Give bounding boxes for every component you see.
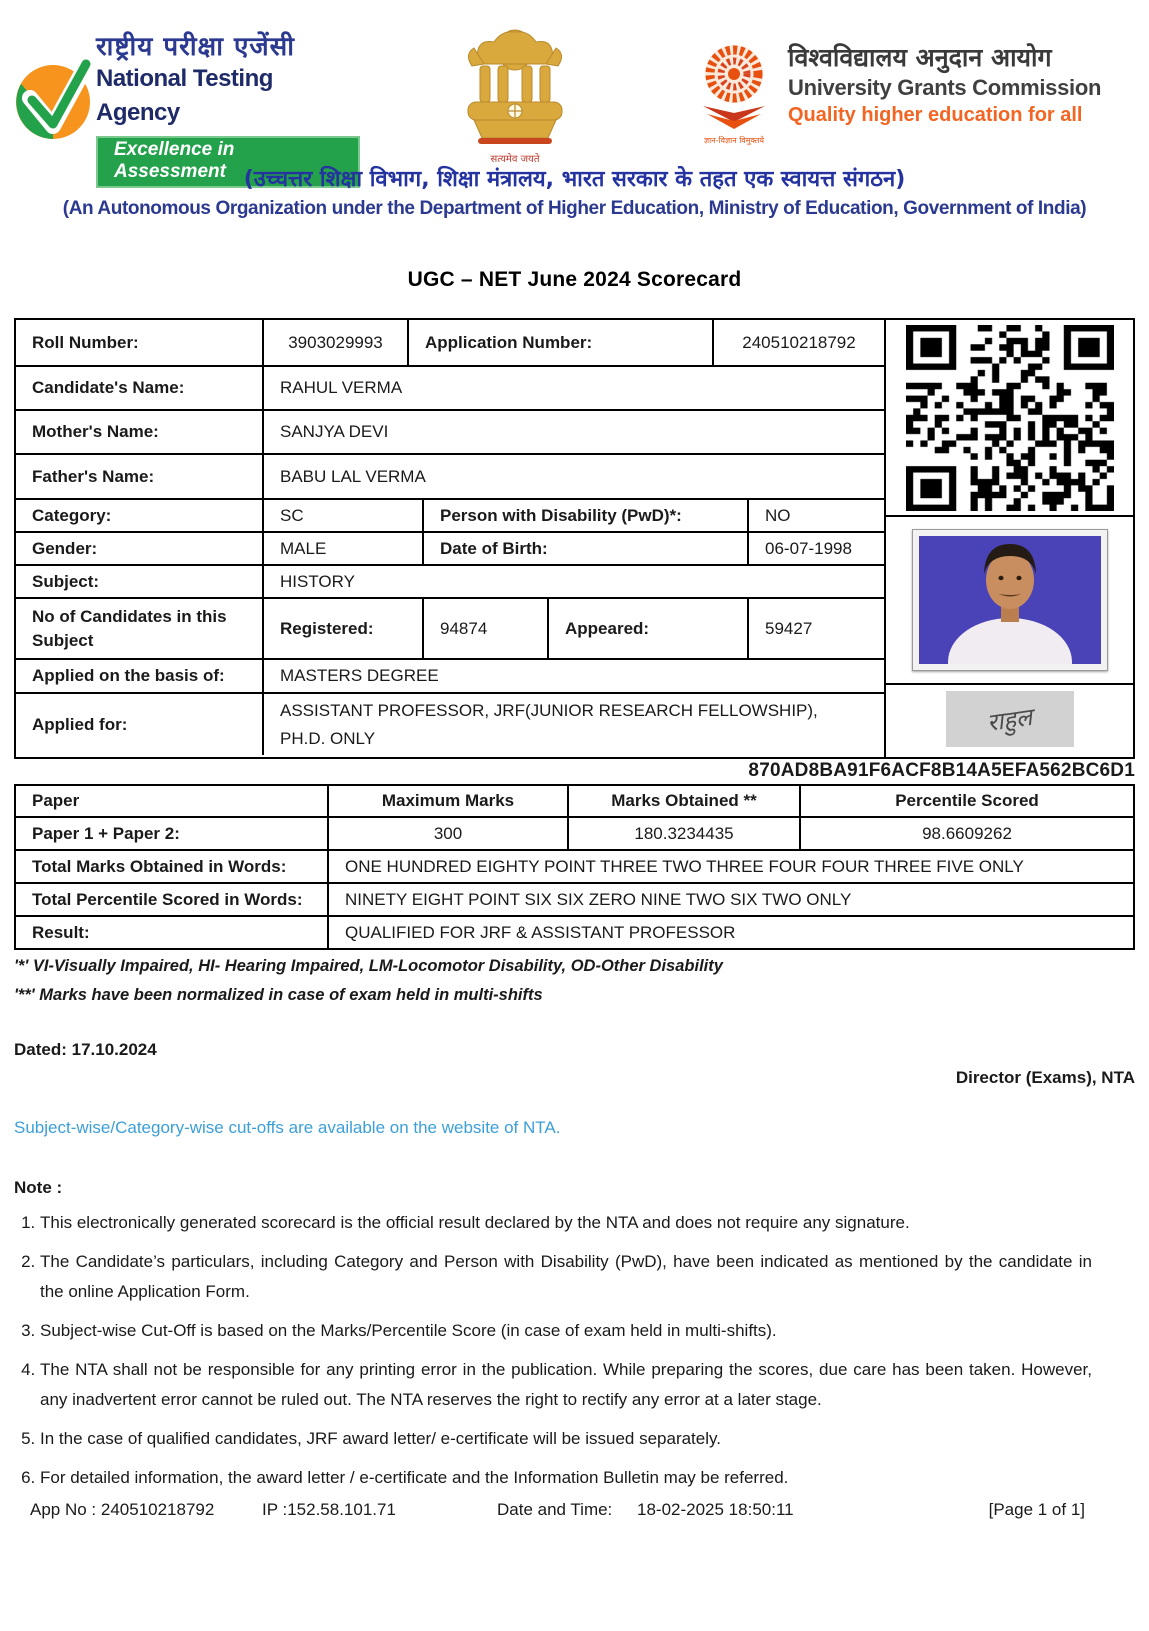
application-number-label: Application Number: [407, 320, 712, 365]
nta-tagline: Excellence in Assessment [96, 136, 360, 188]
ashoka-lions-icon [454, 20, 576, 148]
gender-value: MALE [262, 533, 422, 564]
table-row [16, 365, 884, 409]
qr-code [906, 325, 1114, 511]
table-row [16, 658, 884, 692]
applied-for-label: Applied for: [32, 714, 128, 734]
footnote-pwd: '*' VI-Visually Impaired, HI- Hearing Impaired, LM-Locomotor Disability, OD-Other Disability [14, 957, 723, 975]
percentile-words-value: NINETY EIGHT POINT SIX SIX ZERO NINE TWO SIX TWO ONLY [327, 884, 1133, 915]
note-item: 5. In the case of qualified candidates, JRF award letter/ e-certificate will be issued separately. [40, 1424, 1092, 1454]
table-row [16, 564, 884, 597]
note-item: 1. This electronically generated scorecard is the official result declared by the NTA and does not require any signature. [40, 1208, 1092, 1238]
footer-datetime: 18-02-2025 18:50:11 [637, 1500, 794, 1519]
percentile-words-label: Total Percentile Scored in Words: [32, 889, 303, 909]
table-row [16, 409, 884, 453]
note-heading: Note : [14, 1178, 63, 1197]
father-name-value: BABU LAL VERMA [262, 455, 884, 498]
subject-value: HISTORY [262, 566, 884, 597]
pwd-value: NO [747, 500, 884, 531]
result-value: QUALIFIED FOR JRF & ASSISTANT PROFESSOR [327, 917, 1133, 948]
roll-number-label: Roll Number: [32, 332, 139, 352]
subject-label: Subject: [32, 571, 100, 591]
table-row [16, 498, 884, 531]
nta-name-english: National Testing Agency [96, 65, 273, 126]
dob-label: Date of Birth: [422, 533, 747, 564]
table-row [16, 531, 884, 564]
nta-check-icon [14, 40, 92, 153]
category-label: Category: [32, 505, 112, 525]
score-row [16, 882, 1133, 915]
pwd-label: Person with Disability (PwD)*: [422, 500, 747, 531]
score-row [16, 816, 1133, 849]
roll-number-value: 3903029993 [262, 320, 407, 365]
footnote-normalized: '**' Marks have been normalized in case of exam held in multi-shifts [14, 986, 543, 1004]
basis-label: Applied on the basis of: [32, 666, 225, 685]
org-line-english: (An Autonomous Organization under the Department of Higher Education, Ministry of Education, Government of India) [62, 198, 1087, 219]
table-row [16, 453, 884, 498]
appeared-value: 59427 [747, 599, 884, 658]
emblem-motto: सत्यमेव जयते [490, 154, 540, 165]
application-number-value: 240510218792 [712, 320, 884, 365]
appeared-label: Appeared: [547, 599, 747, 658]
col-max-marks: Maximum Marks [327, 786, 567, 816]
percentile-value: 98.6609262 [799, 818, 1133, 849]
registered-value: 94874 [422, 599, 547, 658]
photo-section [886, 517, 1133, 685]
candidate-table [14, 318, 1135, 759]
table-row [16, 597, 884, 658]
marks-words-value: ONE HUNDRED EIGHTY POINT THREE TWO THREE FOUR FOUR THREE FIVE ONLY [327, 851, 1133, 882]
note-item: 6. For detailed information, the award letter / e-certificate and the Information Bulletin may be referred. [40, 1463, 1092, 1493]
score-row [16, 915, 1133, 948]
footer-app-no: App No : 240510218792 [30, 1500, 215, 1519]
footer-page-number: [Page 1 of 1] [988, 1500, 1085, 1519]
paper-label: Paper 1 + Paper 2: [32, 823, 180, 843]
dob-value: 06-07-1998 [747, 533, 884, 564]
mother-name-label: Mother's Name: [32, 422, 159, 441]
footer-datetime-label: Date and Time: [497, 1500, 613, 1519]
ugc-tagline: Quality higher education for all [788, 104, 1083, 126]
ugc-emblem-icon [688, 42, 780, 145]
category-value: SC [262, 500, 422, 531]
candidate-signature: राहुल [946, 691, 1074, 747]
footer-ip: IP :152.58.101.71 [262, 1500, 396, 1519]
footnotes [14, 952, 723, 1010]
page-title: UGC – NET June 2024 Scorecard [407, 268, 742, 291]
ugc-motto: ज्ञान-विज्ञान विमुक्तये [703, 136, 765, 145]
notes-list [14, 1208, 1092, 1502]
col-percentile: Percentile Scored [799, 786, 1133, 816]
cutoff-link[interactable]: Subject-wise/Category-wise cut-offs are available on the website of NTA. [14, 1118, 561, 1137]
gender-label: Gender: [32, 538, 98, 558]
basis-value: MASTERS DEGREE [262, 660, 884, 692]
signatory-line: Director (Exams), NTA [955, 1068, 1135, 1087]
dated-line: Dated: 17.10.2024 [14, 1040, 157, 1059]
table-row [16, 320, 884, 365]
max-marks-value: 300 [327, 818, 567, 849]
candidate-name-label: Candidate's Name: [32, 378, 185, 397]
table-row [16, 692, 884, 755]
col-paper: Paper [32, 791, 80, 810]
score-header-row [16, 786, 1133, 816]
candidate-count-label: No of Candidates in this Subject [32, 606, 227, 650]
result-label: Result: [32, 922, 90, 942]
marks-obtained-value: 180.3234435 [567, 818, 799, 849]
mother-name-value: SANJYA DEVI [262, 411, 884, 453]
ugc-name-hindi: विश्वविद्यालय अनुदान आयोग [788, 43, 1052, 72]
ugc-text [788, 42, 1138, 128]
note-item: 4. The NTA shall not be responsible for any printing error in the publication. While preparing the scores, due care has been taken. However, any inadvertent error cannot be ruled out. The NTA reserves the right to rectify any error at a later stage. [40, 1355, 1092, 1415]
score-table [14, 784, 1135, 950]
marks-words-label: Total Marks Obtained in Words: [32, 856, 287, 876]
registered-label: Registered: [262, 599, 422, 658]
applied-for-value: ASSISTANT PROFESSOR, JRF(JUNIOR RESEARCH FELLOWSHIP), PH.D. ONLY [262, 694, 884, 755]
note-item: 3. Subject-wise Cut-Off is based on the Marks/Percentile Score (in case of exam held in multi-shifts). [40, 1316, 1092, 1346]
candidate-name-value: RAHUL VERMA [262, 367, 884, 409]
note-item: 2. The Candidate’s particulars, including Category and Person with Disability (PwD), have been indicated as mentioned by the candidate in the online Application Form. [40, 1247, 1092, 1307]
candidate-photo [912, 529, 1108, 671]
col-marks-obtained: Marks Obtained ** [567, 786, 799, 816]
qr-section [886, 320, 1133, 517]
nta-name-hindi: राष्ट्रीय परीक्षा एजेंसी [96, 32, 295, 62]
father-name-label: Father's Name: [32, 466, 155, 486]
org-line-hindi: (उच्चत्तर शिक्षा विभाग, शिक्षा मंत्रालय, भारत सरकार के तहत एक स्वायत्त संगठन) [243, 167, 906, 192]
signature-section [886, 685, 1133, 753]
verification-hash: 870AD8BA91F6ACF8B14A5EFA562BC6D1 [748, 760, 1135, 781]
score-row [16, 849, 1133, 882]
ugc-name-english: University Grants Commission [788, 75, 1102, 100]
national-emblem [452, 20, 578, 165]
